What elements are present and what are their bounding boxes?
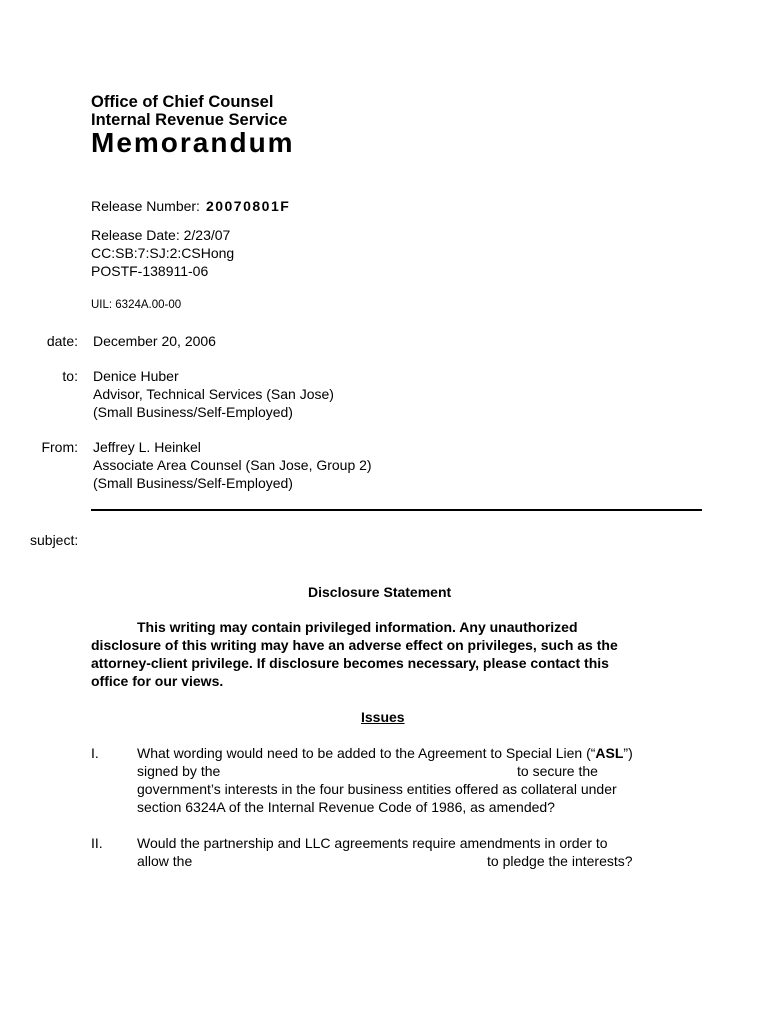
uil-code: UIL: 6324A.00-00 [91,299,182,311]
to-division: (Small Business/Self-Employed) [93,404,293,420]
issue-line [137,852,677,870]
issue-2-line2-left: allow the [137,853,193,869]
issue-line: Would the partnership and LLC agreements require amendments in order to [137,835,608,851]
issue-1-asl-term: ASL [595,745,624,761]
issue-line [137,744,677,762]
to-label: to: [62,368,78,384]
issue-line: section 6324A of the Internal Revenue Code of 1986, as amended? [137,799,555,815]
disclosure-heading: Disclosure Statement [308,584,452,600]
issue-1-line2-right: to secure the [517,763,598,779]
disclosure-line: office for our views. [91,673,224,689]
to-name: Denice Huber [93,368,179,384]
agency-name: Internal Revenue Service [91,111,288,129]
to-block [93,367,334,421]
release-number-label: Release Number: [91,198,200,214]
postf-code: POSTF-138911-06 [91,263,209,279]
issues-heading: Issues [361,709,405,725]
from-division: (Small Business/Self-Employed) [93,475,293,491]
office-header [91,93,287,129]
disclosure-line: disclosure of this writing may have an adverse effect on privileges, such as the [91,637,618,653]
from-block [93,438,372,492]
disclosure-line: This writing may contain privileged information. Any unauthorized [137,619,578,635]
from-name: Jeffrey L. Heinkel [93,439,201,455]
cc-code: CC:SB:7:SJ:2:CSHong [91,245,235,261]
issue-line [137,762,677,780]
from-label: From: [41,439,78,455]
date-label: date: [46,333,78,349]
disclosure-statement [91,618,691,690]
release-number [91,197,290,215]
issue-2-text [137,834,677,870]
release-number-value: 20070801F [205,198,291,214]
subject-label: subject: [30,532,79,548]
issue-1-line1-prefix: What wording would need to be added to the Agreement to Special Lien (“ [137,745,596,761]
issue-1-text [137,744,677,816]
issue-2-line2-right: to pledge the interests? [487,853,633,869]
issue-line: government’s interests in the four business entities offered as collateral under [137,781,617,797]
office-name: Office of Chief Counsel [91,93,274,111]
issue-numeral: II. [91,835,103,851]
disclosure-line: attorney-client privilege. If disclosure becomes necessary, please contact this [91,655,609,671]
issue-1-line2-left: signed by the [137,763,221,779]
header-divider [91,509,702,511]
release-date: Release Date: 2/23/07 [91,227,231,243]
date-value: December 20, 2006 [93,333,216,349]
issue-1-line1-suffix: ”) [623,745,633,761]
to-title: Advisor, Technical Services (San Jose) [93,386,334,402]
issue-numeral: I. [91,745,99,761]
memo-title: Memorandum [91,127,295,158]
from-title: Associate Area Counsel (San Jose, Group 2) [93,457,372,473]
